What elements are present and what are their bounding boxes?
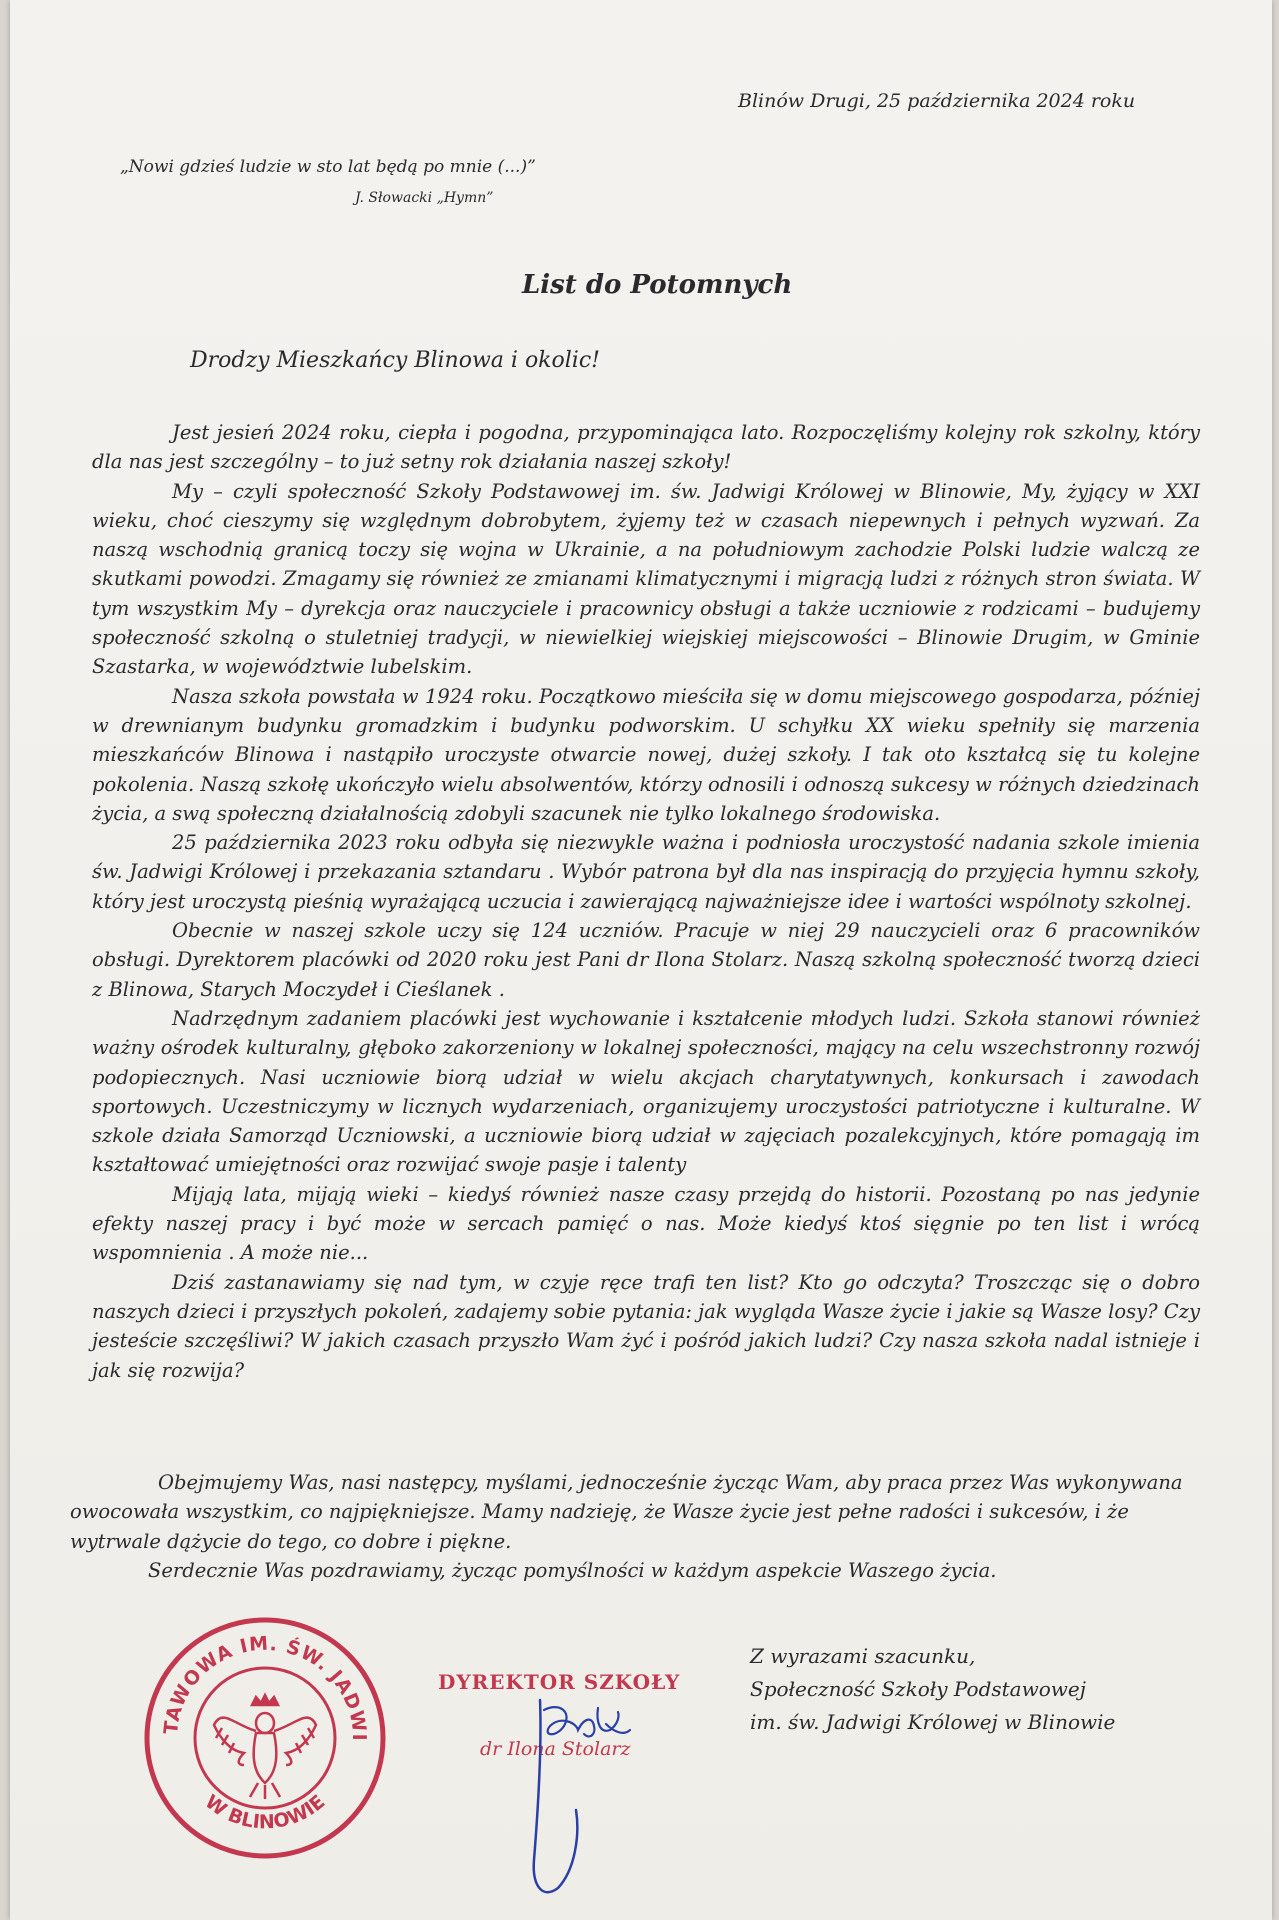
paragraph: Jest jesień 2024 roku, ciepła i pogodna, przypominająca lato. Rozpoczęliśmy kolejny rok szkolny, który dla nas jest szczególny – to już setny rok działania naszej szkoły! bbox=[92, 421, 1200, 474]
motto-author: J. Słowacki „Hymn” bbox=[355, 190, 494, 206]
letter-closing bbox=[70, 1468, 1220, 1585]
round-stamp-bottom: W BLINOWIE bbox=[200, 1790, 330, 1834]
regards-line: Z wyrazami szacunku, bbox=[750, 1644, 976, 1668]
place-date: Blinów Drugi, 25 października 2024 roku bbox=[738, 90, 1136, 112]
paragraph: Nadrzędnym zadaniem placówki jest wychowanie i kształcenie młodych ludzi. Szkoła stanowi również ważny ośrodek kulturalny, głęboko zakorzeniony w lokalnej społeczności, mający na celu wszechstronny rozwój podopiecznych. Nasi uczniowie biorą udział w wielu akcjach charytatywnych, konkursach i zawodach sportowych. Uczestniczymy w licznych wydarzeniach, organizujemy uroczystości patriotyczne i kulturalne. W szkole działa Samorząd Uczniowski, a uczniowie biorą udział w zajęciach pozalekcyjnych, które pomagają im kształtować umiejętności oraz rozwijać swoje pasje i talenty bbox=[92, 1006, 1200, 1177]
letter-page bbox=[10, 0, 1272, 1920]
letter-title: List do Potomnych bbox=[522, 270, 793, 300]
paragraph: Mijają lata, mijają wieki – kiedyś również nasze czasy przejdą do historii. Pozostaną po nas jedynie efekty naszej pracy i być może w sercach pamięć o nas. Może kiedyś ktoś sięgnie po ten list i wrócą wspomnienia . A może nie... bbox=[92, 1182, 1200, 1265]
regards-line: Społeczność Szkoły Podstawowej bbox=[750, 1677, 1086, 1701]
eagle-emblem-icon bbox=[214, 1695, 316, 1799]
paragraph: Serdecznie Was pozdrawiamy, życząc pomyślności w każdym aspekcie Waszego życia. bbox=[148, 1558, 997, 1582]
paragraph: Dziś zastanawiamy się nad tym, w czyje ręce trafi ten list? Kto go odczyta? Troszcząc się o dobro naszych dzieci i przyszłych pokoleń, zadajemy sobie pytania: jak wygląda Wasze życie i jakie są Wasze losy? Czy jesteście szczęśliwi? W jakich czasach przyszło Wam żyć i pośród jakich ludzi? Czy nasza szkoła nadal istnieje i jak się rozwija? bbox=[92, 1270, 1200, 1382]
school-round-stamp bbox=[140, 1613, 390, 1863]
letter-body bbox=[92, 418, 1200, 1385]
paragraph: Obejmujemy Was, nasi następcy, myślami, jednocześnie życząc Wam, aby praca przez Was wykonywana owocowała wszystkim, co najpiękniejsze. Mamy nadzieję, że Wasze życie jest pełne radości i sukcesów, i że wytrwale dążycie do tego, co dobre i piękne. bbox=[70, 1471, 1183, 1553]
regards-block bbox=[750, 1640, 1230, 1739]
director-title-stamp: DYREKTOR SZKOŁY bbox=[438, 1670, 681, 1694]
paragraph: Obecnie w naszej szkole uczy się 124 uczniów. Pracuje w niej 29 nauczycieli oraz 6 pracowników obsługi. Dyrektorem placówki od 2020 roku jest Pani dr Ilona Stolarz. Naszą szkolną społeczność tworzą dzieci z Blinowa, Starych Moczydeł i Cieślanek . bbox=[92, 919, 1200, 1001]
handwritten-signature bbox=[480, 1660, 680, 1910]
regards-line: im. św. Jadwigi Królowej w Blinowie bbox=[750, 1710, 1116, 1734]
letter-greeting: Drodzy Mieszkańcy Blinowa i okolic! bbox=[190, 348, 600, 373]
round-stamp-text: TAWOWA IM. ŚW. JADWI bbox=[159, 1632, 371, 1742]
paragraph: Nasza szkoła powstała w 1924 roku. Początkowo mieściła się w domu miejscowego gospodarza, później w drewnianym budynku gromadzkim i budynku podworskim. U schyłku XX wieku spełniły się marzenia mieszkańców Blinowa i nastąpiło uroczyste otwarcie nowej, dużej szkoły. I tak oto kształcą się tu kolejne pokolenia. Naszą szkołę ukończyło wielu absolwentów, którzy odnosili i odnoszą sukcesy w różnych dziedzinach życia, a swą społeczną działalnością zdobyli szacunek nie tylko lokalnego środowiska. bbox=[92, 684, 1200, 825]
stamp-seal-icon bbox=[140, 1613, 390, 1863]
director-name-stamp: dr Ilona Stolarz bbox=[480, 1738, 631, 1760]
paragraph: 25 października 2023 roku odbyła się niezwykle ważna i podniosła uroczystość nadania szkole imienia św. Jadwigi Królowej i przekazania sztandaru . Wybór patrona był dla nas inspiracją do przyjęcia hymnu szkoły, który jest uroczystą pieśnią wyrażającą uczucia i zawierającą najważniejsze idee i wartości wspólnoty szkolnej. bbox=[92, 831, 1200, 913]
signature-icon bbox=[480, 1660, 680, 1910]
paragraph: My – czyli społeczność Szkoły Podstawowej im. św. Jadwigi Królowej w Blinowie, My, żyjący w XXI wieku, choć cieszymy się względnym dobrobytem, żyjemy też w czasach niepewnych i pełnych wyzwań. Za naszą wschodnią granicą toczy się wojna w Ukrainie, a na południowym zachodzie Polski ludzie walczą ze skutkami powodzi. Zmagamy się również ze zmianami klimatycznymi i migracją ludzi z różnych stron świata. W tym wszystkim My – dyrekcja oraz nauczyciele i pracownicy obsługi a także uczniowie z rodzicami – budujemy społeczność szkolną o stuletniej tradycji, w niewielkiej wiejskiej miejscowości – Blinowie Drugim, w Gminie Szastarka, w województwie lubelskim. bbox=[92, 479, 1200, 679]
motto-quote: „Nowi gdzieś ludzie w sto lat będą po mnie (...)” bbox=[120, 157, 536, 177]
